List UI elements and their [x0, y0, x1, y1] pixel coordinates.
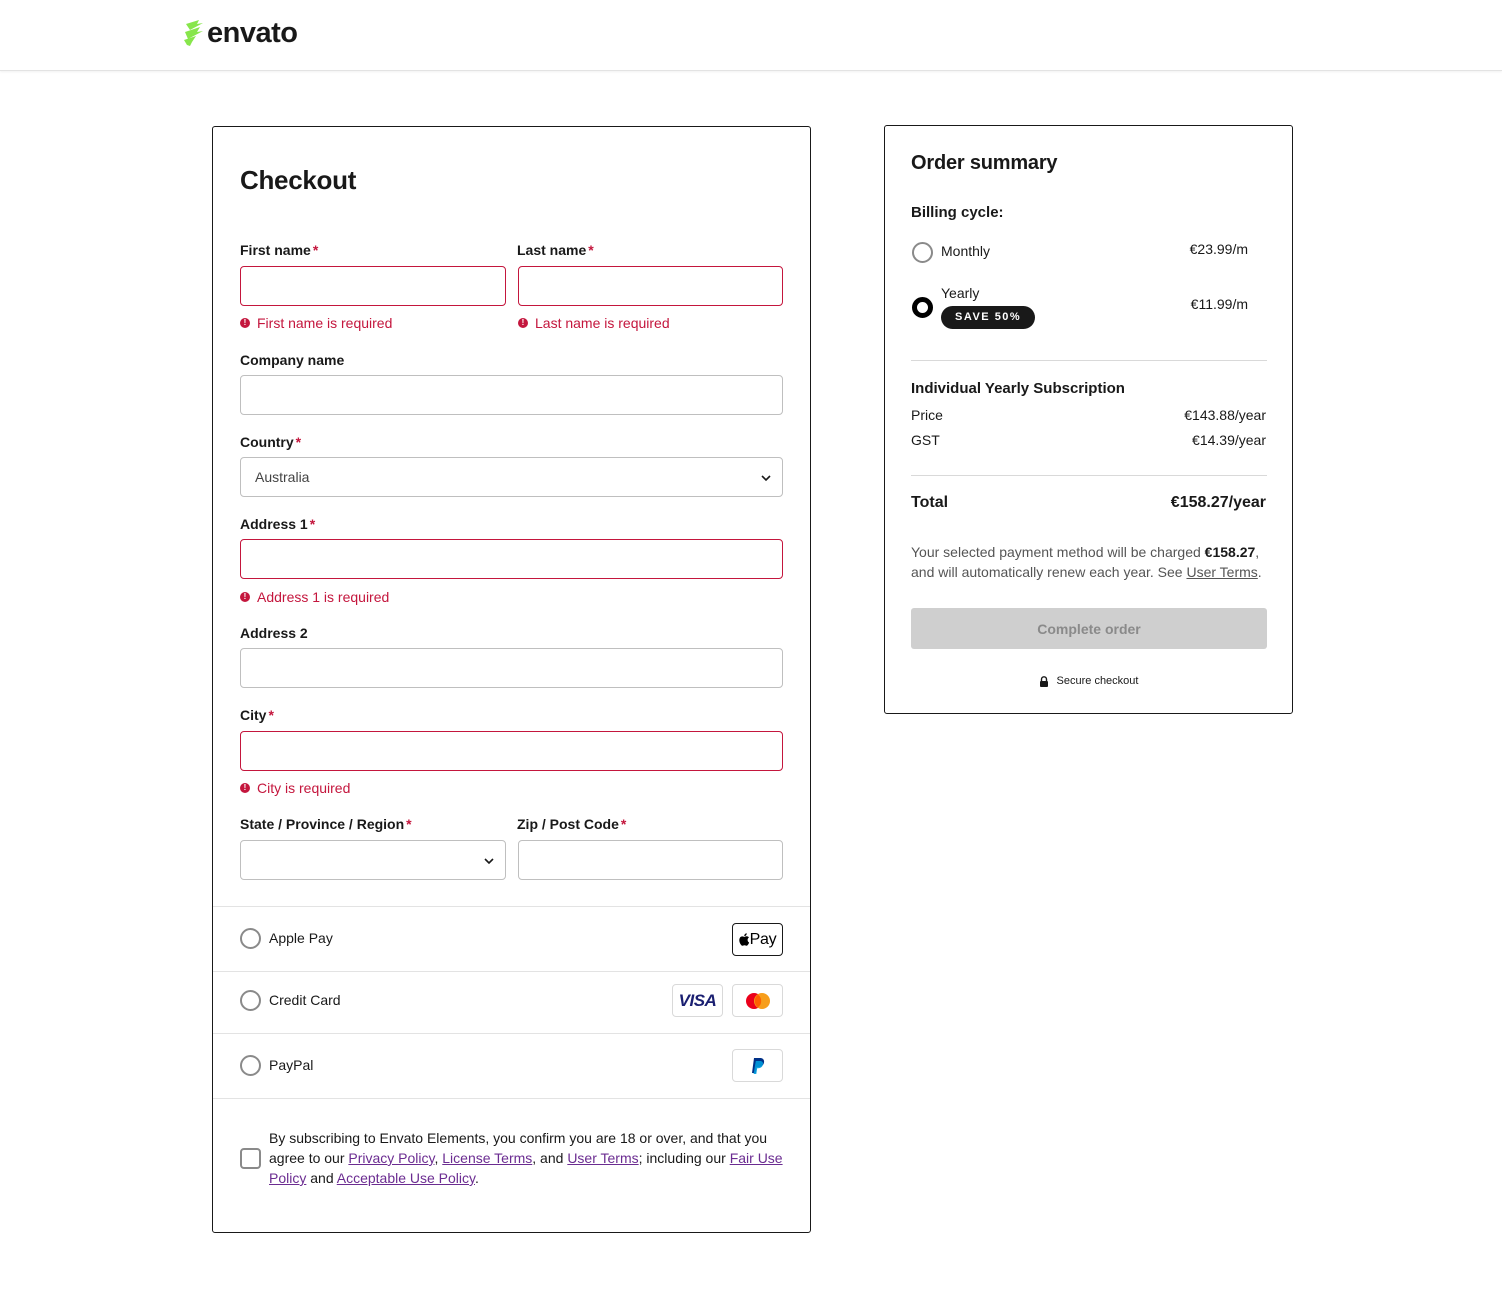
address2-input[interactable]	[240, 648, 783, 688]
last-name-label	[517, 242, 594, 258]
apple-pay-radio[interactable]	[240, 928, 261, 949]
required-marker: *	[588, 242, 594, 258]
address1-label-text: Address 1	[240, 516, 308, 532]
save-badge: SAVE 50%	[941, 306, 1035, 329]
monthly-radio[interactable]	[912, 242, 933, 263]
license-terms-link[interactable]: License Terms	[442, 1150, 533, 1166]
acceptable-use-policy-link[interactable]: Acceptable Use Policy	[336, 1170, 475, 1186]
first-name-label-text: First name	[240, 242, 311, 258]
error-icon: !	[240, 318, 250, 328]
yearly-radio[interactable]	[912, 297, 933, 318]
price-label: Price	[911, 407, 943, 423]
apple-pay-badge-text: Pay	[749, 930, 777, 948]
envato-leaf-icon	[182, 18, 206, 48]
required-marker: *	[312, 242, 319, 258]
charge-suffix: .	[1257, 564, 1262, 580]
visa-logo	[672, 984, 723, 1017]
city-error	[240, 780, 350, 796]
secure-checkout-text: Secure checkout	[1056, 675, 1139, 687]
secure-checkout	[885, 675, 1292, 687]
first-name-error	[240, 315, 392, 331]
payment-option-credit-card[interactable]	[213, 972, 810, 1034]
required-marker: *	[268, 707, 274, 723]
checkout-form	[212, 126, 811, 1233]
charge-notice	[911, 542, 1271, 582]
order-summary-title: Order summary	[911, 152, 1058, 174]
last-name-label-text: Last name	[517, 242, 587, 258]
payment-option-apple-pay[interactable]	[213, 907, 810, 969]
complete-order-button[interactable]: Complete order	[911, 608, 1267, 649]
gst-value: €14.39/year	[1192, 432, 1266, 448]
required-marker: *	[406, 816, 412, 832]
address1-error-text: Address 1 is required	[257, 589, 390, 605]
last-name-input[interactable]	[518, 266, 783, 306]
first-name-label	[240, 242, 318, 258]
error-icon: !	[518, 318, 528, 328]
fair-use-policy-link[interactable]: Fair Use Policy	[269, 1150, 783, 1186]
mastercard-logo	[732, 984, 783, 1017]
terms-separator: ; including our	[638, 1150, 730, 1166]
last-name-error	[518, 315, 670, 331]
terms-prefix: By subscribing to Envato Elements, you confirm you are 18 or over, and that you agree to our	[269, 1130, 768, 1166]
brand-name: envato	[207, 17, 298, 49]
order-summary	[884, 125, 1293, 714]
state-label-text: State / Province / Region	[240, 816, 405, 832]
privacy-policy-link[interactable]: Privacy Policy	[348, 1150, 435, 1166]
lock-icon	[1039, 676, 1049, 687]
user-terms-link[interactable]: User Terms	[567, 1150, 639, 1166]
city-label	[240, 707, 274, 723]
last-name-error-text: Last name is required	[535, 315, 670, 331]
company-name-label: Company name	[240, 352, 345, 368]
page-title: Checkout	[240, 165, 357, 195]
error-icon: !	[240, 592, 250, 602]
first-name-error-text: First name is required	[257, 315, 393, 331]
payment-option-paypal[interactable]	[213, 1034, 810, 1096]
address1-label	[240, 516, 315, 532]
chevron-down-icon	[760, 472, 772, 484]
price-value: €143.88/year	[1184, 407, 1266, 423]
zip-label-text: Zip / Post Code	[517, 816, 619, 832]
terms-separator: , and	[532, 1150, 568, 1166]
paypal-label: PayPal	[269, 1057, 314, 1073]
terms-text	[269, 1128, 789, 1188]
zip-input[interactable]	[518, 840, 783, 880]
monthly-label: Monthly	[941, 243, 991, 259]
country-label	[240, 434, 301, 450]
terms-suffix: .	[474, 1170, 479, 1186]
first-name-input[interactable]	[240, 266, 506, 306]
yearly-label: Yearly	[941, 285, 980, 301]
apple-pay-label: Apple Pay	[269, 930, 333, 946]
divider	[911, 360, 1267, 361]
mastercard-icon	[744, 992, 772, 1010]
charge-prefix: Your selected payment method will be charged	[911, 544, 1205, 560]
terms-checkbox[interactable]	[240, 1148, 261, 1169]
gst-label: GST	[911, 432, 940, 448]
chevron-down-icon	[483, 855, 495, 867]
total-label: Total	[911, 494, 949, 511]
address1-error	[240, 589, 389, 605]
credit-card-label: Credit Card	[269, 992, 341, 1008]
terms-separator: ,	[434, 1150, 443, 1166]
visa-text: VISA	[678, 990, 717, 1010]
charge-mid: , and will automatically renew each year. See	[911, 544, 1260, 580]
error-icon: !	[240, 783, 250, 793]
credit-card-radio[interactable]	[240, 990, 261, 1011]
top-bar	[0, 0, 1502, 71]
state-select[interactable]	[240, 840, 506, 880]
country-label-text: Country	[240, 434, 294, 450]
charge-amount: €158.27	[1204, 544, 1256, 560]
paypal-radio[interactable]	[240, 1055, 261, 1076]
city-error-text: City is required	[257, 780, 351, 796]
country-select-value: Australia	[255, 469, 310, 485]
paypal-logo	[732, 1049, 783, 1082]
apple-icon	[739, 933, 750, 946]
city-input[interactable]	[240, 731, 783, 771]
plan-title: Individual Yearly Subscription	[911, 380, 1125, 397]
yearly-price: €11.99/m	[1190, 296, 1248, 312]
city-label-text: City	[240, 707, 267, 723]
state-label	[240, 816, 412, 832]
divider	[213, 1098, 810, 1099]
zip-label	[517, 816, 626, 832]
envato-logo[interactable]	[182, 18, 297, 48]
billing-cycle-label: Billing cycle:	[911, 204, 1004, 221]
apple-pay-logo	[732, 923, 783, 956]
monthly-price: €23.99/m	[1189, 241, 1248, 257]
required-marker: *	[620, 816, 627, 832]
terms-separator: and	[306, 1170, 337, 1186]
required-marker: *	[309, 516, 316, 532]
paypal-icon	[750, 1057, 766, 1075]
required-marker: *	[295, 434, 302, 450]
address1-input[interactable]	[240, 539, 783, 579]
total-value: €158.27/year	[1170, 494, 1266, 511]
company-name-input[interactable]	[240, 375, 783, 415]
user-terms-link[interactable]: User Terms	[1186, 564, 1258, 580]
country-select[interactable]	[240, 457, 783, 497]
divider	[911, 475, 1267, 476]
address2-label: Address 2	[240, 625, 308, 641]
